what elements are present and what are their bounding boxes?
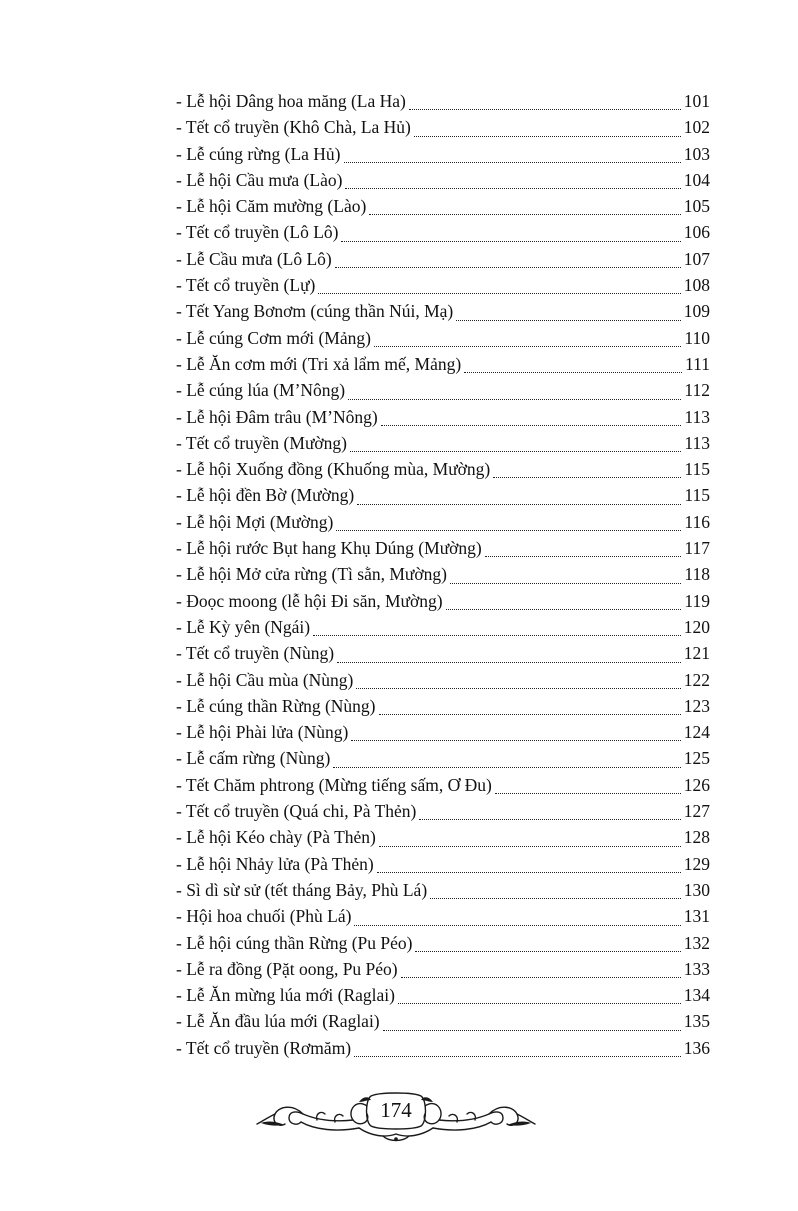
toc-entry-page: 129 <box>683 853 710 874</box>
toc-entry <box>176 982 710 1008</box>
toc-entry-page: 115 <box>684 485 710 506</box>
page-footer <box>255 1092 537 1144</box>
toc-entry <box>176 482 710 508</box>
dot-leader <box>495 793 681 794</box>
toc-entry <box>176 219 710 245</box>
toc-entry-title: - Lễ cúng lúa (M’Nông) <box>176 380 346 401</box>
toc-entry-page: 110 <box>684 327 710 348</box>
toc-entry <box>176 614 710 640</box>
dot-leader <box>318 293 680 294</box>
toc-entry-title: - Tết cổ truyền (Khô Chà, La Hủ) <box>176 117 411 138</box>
toc-entry-title: - Lễ Ăn đầu lúa mới (Raglai) <box>176 1011 380 1032</box>
dot-leader <box>337 662 681 663</box>
toc-entry <box>176 193 710 219</box>
dot-leader <box>350 451 681 452</box>
dot-leader <box>336 530 681 531</box>
toc-entry-page: 134 <box>683 985 710 1006</box>
toc-entry <box>176 1035 710 1061</box>
toc-entry <box>176 114 710 140</box>
page-number: 174 <box>380 1098 412 1122</box>
toc-entry-title: - Lễ hội đền Bờ (Mường) <box>176 485 355 506</box>
toc-entry-title: - Tết cổ truyền (Nùng) <box>176 643 335 664</box>
toc-entry-title: - Lễ hội Mở cửa rừng (Tì sằn, Mường) <box>176 564 448 585</box>
toc-entry-page: 109 <box>683 301 710 322</box>
toc-entry <box>176 88 710 114</box>
toc-entry <box>176 404 710 430</box>
toc-entry-title: - Tết cổ truyền (Lô Lô) <box>176 222 339 243</box>
toc-entry-title: - Lễ hội Cầu mùa (Nùng) <box>176 669 354 690</box>
dot-leader <box>313 635 681 636</box>
toc-entry-title: - Tết cổ truyền (Rơmăm) <box>176 1037 352 1058</box>
toc-entry-title: - Lễ hội Mợi (Mường) <box>176 511 334 532</box>
toc-entry <box>176 798 710 824</box>
toc-entry-page: 115 <box>684 459 710 480</box>
toc-entry-page: 127 <box>683 801 710 822</box>
toc-entry <box>176 745 710 771</box>
toc-entry <box>176 877 710 903</box>
dot-leader <box>351 740 680 741</box>
toc-entry <box>176 719 710 745</box>
toc-entry-title: - Lễ Cầu mưa (Lô Lô) <box>176 248 332 269</box>
toc-entry <box>176 851 710 877</box>
toc-entry-title: - Lễ hội cúng thần Rừng (Pu Péo) <box>176 932 413 953</box>
dot-leader <box>374 346 681 347</box>
toc-entry <box>176 693 710 719</box>
dot-leader <box>377 872 681 873</box>
toc-entry-page: 131 <box>683 906 710 927</box>
toc-entry <box>176 456 710 482</box>
toc-entry-page: 120 <box>683 616 710 637</box>
dot-leader <box>493 477 681 478</box>
toc-entry-page: 102 <box>683 117 710 138</box>
dot-leader <box>369 214 680 215</box>
toc-entry-page: 133 <box>683 958 710 979</box>
dot-leader <box>446 609 682 610</box>
toc-entry-page: 132 <box>683 932 710 953</box>
table-of-contents <box>176 88 710 1061</box>
toc-entry-page: 135 <box>683 1011 710 1032</box>
toc-entry-page: 128 <box>683 827 710 848</box>
toc-entry <box>176 930 710 956</box>
dot-leader <box>344 162 681 163</box>
toc-entry <box>176 772 710 798</box>
toc-entry <box>176 298 710 324</box>
toc-entry-title: - Lễ Ăn cơm mới (Tri xả lẩm mế, Mảng) <box>176 353 462 374</box>
toc-entry-page: 101 <box>683 91 710 111</box>
dot-leader <box>381 425 682 426</box>
toc-entry-page: 106 <box>683 222 710 243</box>
toc-entry-page: 116 <box>684 511 710 532</box>
toc-entry-title: - Lễ hội Dâng hoa măng (La Ha) <box>176 91 406 111</box>
toc-entry-title: - Tết cổ truyền (Lự) <box>176 275 316 296</box>
toc-entry <box>176 509 710 535</box>
toc-entry-page: 103 <box>683 143 710 164</box>
toc-entry <box>176 561 710 587</box>
dot-leader <box>401 977 681 978</box>
dot-leader <box>354 1056 681 1057</box>
toc-entry-title: - Lễ hội Kéo chày (Pà Thẻn) <box>176 827 376 848</box>
toc-entry <box>176 1008 710 1034</box>
toc-entry <box>176 903 710 929</box>
dot-leader <box>357 504 681 505</box>
toc-entry <box>176 824 710 850</box>
toc-entry-title: - Lễ hội Nhảy lửa (Pà Thẻn) <box>176 853 374 874</box>
dot-leader <box>409 109 681 110</box>
toc-entry-title: - Lễ cúng thần Rừng (Nùng) <box>176 695 376 716</box>
toc-entry-title: - Tết Yang Bơnơm (cúng thần Núi, Mạ) <box>176 301 454 322</box>
dot-leader <box>341 241 680 242</box>
dot-leader <box>379 714 681 715</box>
toc-entry-title: - Lễ hội rước Bụt hang Khụ Dúng (Mường) <box>176 538 482 559</box>
dot-leader <box>333 767 680 768</box>
toc-entry-title: - Lễ ra đồng (Pặt oong, Pu Péo) <box>176 958 398 979</box>
dot-leader <box>354 925 680 926</box>
toc-entry-page: 118 <box>684 564 710 585</box>
toc-entry <box>176 167 710 193</box>
toc-entry <box>176 956 710 982</box>
toc-entry <box>176 430 710 456</box>
toc-entry <box>176 351 710 377</box>
dot-leader <box>348 399 681 400</box>
toc-entry-page: 136 <box>683 1037 710 1058</box>
toc-entry <box>176 588 710 614</box>
toc-entry-title: - Sì dì sừ sử (tết tháng Bảy, Phù Lá) <box>176 879 428 900</box>
toc-entry-page: 121 <box>683 643 710 664</box>
toc-entry-page: 108 <box>683 275 710 296</box>
toc-entry-page: 111 <box>685 353 710 374</box>
toc-entry-page: 117 <box>684 538 710 559</box>
toc-entry-title: - Đoọc moong (lễ hội Đi săn, Mường) <box>176 590 443 611</box>
toc-entry-title: - Lễ hội Cầu mưa (Lào) <box>176 169 343 190</box>
toc-entry <box>176 640 710 666</box>
toc-entry-page: 113 <box>684 406 710 427</box>
dot-leader <box>415 951 680 952</box>
toc-entry-page: 107 <box>683 248 710 269</box>
toc-entry-page: 130 <box>683 879 710 900</box>
toc-entry-page: 122 <box>683 669 710 690</box>
toc-entry <box>176 535 710 561</box>
toc-entry-title: - Lễ hội Đâm trâu (M’Nông) <box>176 406 378 427</box>
toc-entry-page: 113 <box>684 432 710 453</box>
toc-entry-title: - Lễ hội Xuống đồng (Khuống mùa, Mường) <box>176 459 491 480</box>
toc-entry-page: 125 <box>683 748 710 769</box>
toc-entry <box>176 325 710 351</box>
dot-leader <box>485 556 682 557</box>
dot-leader <box>450 583 681 584</box>
dot-leader <box>419 819 680 820</box>
toc-entry <box>176 246 710 272</box>
toc-entry-page: 124 <box>683 722 710 743</box>
toc-entry-page: 104 <box>683 169 710 190</box>
dot-leader <box>335 267 681 268</box>
toc-entry-page: 119 <box>684 590 710 611</box>
dot-leader <box>464 372 682 373</box>
toc-entry-title: - Tết Chăm phtrong (Mừng tiếng sấm, Ơ Đu) <box>176 774 492 795</box>
toc-entry <box>176 141 710 167</box>
dot-leader <box>456 320 680 321</box>
toc-entry-title: - Lễ hội Phài lửa (Nùng) <box>176 722 349 743</box>
toc-entry-page: 105 <box>683 196 710 217</box>
toc-entry <box>176 272 710 298</box>
dot-leader <box>414 136 681 137</box>
dot-leader <box>345 188 680 189</box>
toc-entry-page: 112 <box>684 380 710 401</box>
toc-entry-title: - Lễ hội Căm mường (Lào) <box>176 196 367 217</box>
toc-entry-title: - Hội hoa chuối (Phù Lá) <box>176 906 352 927</box>
dot-leader <box>430 898 681 899</box>
dot-leader <box>383 1030 681 1031</box>
toc-entry-title: - Tết cổ truyền (Quá chi, Pà Thẻn) <box>176 801 417 822</box>
toc-entry <box>176 377 710 403</box>
toc-entry <box>176 667 710 693</box>
dot-leader <box>356 688 680 689</box>
toc-entry-title: - Lễ Kỳ yên (Ngái) <box>176 616 311 637</box>
dot-leader <box>398 1003 681 1004</box>
toc-entry-page: 126 <box>683 774 710 795</box>
dot-leader <box>379 846 681 847</box>
toc-entry-title: - Lễ cấm rừng (Nùng) <box>176 748 331 769</box>
toc-entry-title: - Lễ Ăn mừng lúa mới (Raglai) <box>176 985 395 1006</box>
toc-entry-title: - Lễ cúng rừng (La Hủ) <box>176 143 341 164</box>
toc-entry-page: 123 <box>683 695 710 716</box>
toc-entry-title: - Lễ cúng Cơm mới (Mảng) <box>176 327 371 348</box>
toc-entry-title: - Tết cổ truyền (Mường) <box>176 432 348 453</box>
